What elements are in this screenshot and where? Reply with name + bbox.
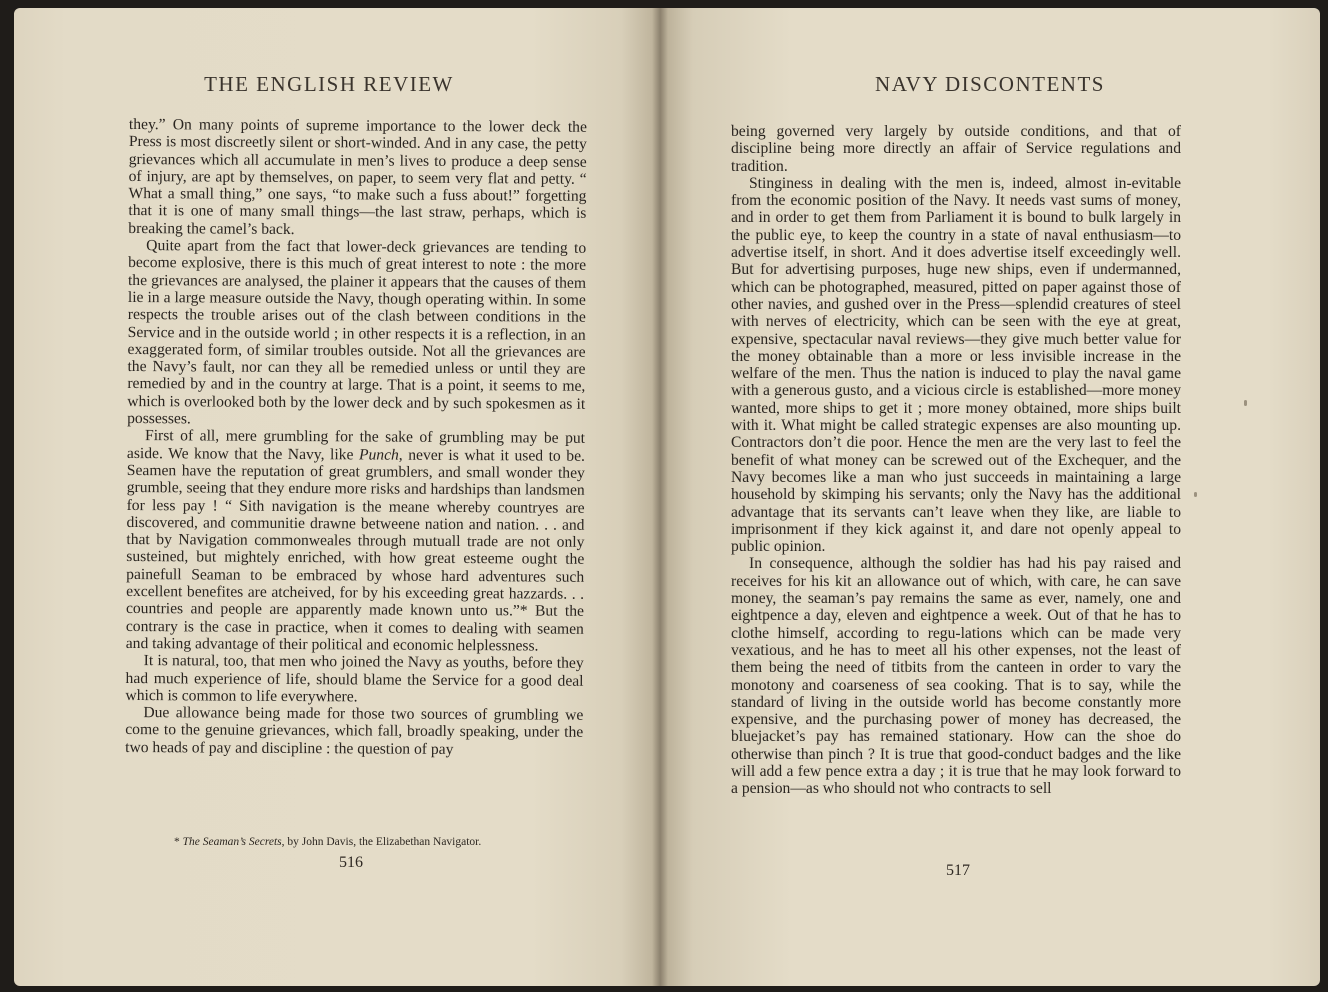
left-page xyxy=(14,8,660,986)
footnote xyxy=(174,836,594,848)
book-gutter xyxy=(652,8,668,986)
page-number-right: 517 xyxy=(946,862,970,879)
right-page xyxy=(660,8,1320,986)
paragraph xyxy=(126,427,585,655)
paper-speck xyxy=(1194,492,1197,497)
italic-title: Punch xyxy=(358,446,399,464)
paragraph: In consequence, although the soldier has had his pay raised and receives for his kit an allowance out of which, with care, he can save money, the seaman’s pay remains the same as ever, namely, one and eightpence a day, eleven and eightpence a week. Out of that he has to clothe himself, according to regu-lations which can be made very vexatious, and he has to meet all his other expenses, not the least of them being the need of titbits from the canteen in order to vary the monotony and coarseness of sea cooking. That is to say, while the standard of living in the outside world has become constantly more expensive, and the purchasing power of money has decreased, the bluejacket’s pay has remained stationary. How can the shoe do otherwise than pinch ? It is true that good-conduct badges and the like will add a few pence extra a day ; it is true that he may look forward to a pension—as who should not who contracts to sell xyxy=(731,555,1181,798)
page-number-left: 516 xyxy=(339,854,363,871)
paragraph: being governed very largely by outside conditions, and that of discipline being more directly an affair of Service regulations and tradition. xyxy=(731,123,1181,175)
right-page-body xyxy=(731,123,1181,798)
footnote-text: , by John Davis, the Elizabethan Navigator. xyxy=(281,836,482,848)
paragraph: It is natural, too, that men who joined the Navy as youths, before they had much experience of life, should blame the Service for a good deal which is common to life everywhere. xyxy=(125,652,584,706)
paragraph: Quite apart from the fact that lower-deck grievances are tending to become explosive, there is this much of great interest to note : the more the grievances are analysed, the plainer it appears that the causes of them lie in a large measure outside the Navy, though operating within. In some respects the trouble arises out of the clash between conditions in the Service and in the outside world ; in other respects it is a reflection, in an exaggerated form, of similar troubles outside. Not all the grievances are the Navy’s fault, nor can they all be remedied unless or until they are remedied by and in the country at large. That is a point, it seems to me, which is overlooked both by the lower deck and by such spokesmen as it possesses. xyxy=(127,237,587,428)
footnote-title: The Seaman’s Secrets xyxy=(182,836,282,848)
paragraph: Due allowance being made for those two sources of grumbling we come to the genuine grievances, which fall, broadly speaking, under the two heads of pay and discipline : the question of pay xyxy=(125,704,584,758)
paragraph-text: , never is what it used to be. Seamen have the reputation of great grumblers, and small wonder they grumble, seeing that they endure more risks and hardships than landsmen for less pay ! “ Sith navigation is the meane whereby countryes are discovered, and communitie drawne betweene nation and nation. . . and that by Navigation commonweales through mutuall trade are not only susteined, but mightely enriched, with how great esteeme ought the painefull Seaman to be embraced by whose hard adventures such excellent benefites are atcheived, for by his exceeding great hazzards. . . countries and people are apparently made known unto us.”* But the contrary is the case in practice, when it comes to dealing with seamen and taking advantage of their political and economic helplessness. xyxy=(125,446,585,655)
paragraph: Stinginess in dealing with the men is, indeed, almost in-evitable from the economic position of the Navy. It needs vast sums of money, and in order to get them from Parliament it is bound to bulk largely in the public eye, to keep the country in a state of naval enthusiasm—to advertise itself, in short. And it does advertise itself exceedingly well. But for advertising purposes, huge new ships, even if undermanned, which can be photographed, measured, pitted on paper against those of other navies, and gushed over in the Press—splendid creatures of steel with nerves of electricity, which can be seen with the eye at great, expensive, spectacular naval reviews—they give much better value for the money obtainable than a more or less invisible increase in the welfare of the men. Thus the nation is induced to play the naval game with a generous gusto, and a vicious circle is established—more money wanted, more ships to get it ; more money obtained, more ships built with it. What might be called strategic expenses are also mounting up. Contractors don’t die poor. Hence the men are the very last to feel the benefit of what money can be screwed out of the Exchequer, and the Navy becomes like a man who just succeeds in maintaining a large household by skimping his servants; only the Navy has the additional advantage that its servants can’t leave when they like, are liable to imprisonment if they kick against it, and dare not openly appeal to public opinion. xyxy=(731,174,1181,556)
left-page-body xyxy=(125,116,587,759)
running-head-left: THE ENGLISH REVIEW xyxy=(204,72,454,96)
paper-speck xyxy=(1244,400,1247,406)
footnote-marker: * xyxy=(174,836,183,848)
paragraph-text: First of all, mere grumbling for the sake of grumbling may be put aside. We know that the Navy, like xyxy=(126,427,586,464)
running-head-right: NAVY DISCONTENTS xyxy=(875,72,1105,96)
paragraph: they.” On many points of supreme importance to the lower deck the Press is most discreetly silent or short-winded. And in any case, the petty grievances which all accumulate in men’s lives to produce a deep sense of injury, are apt by themselves, on paper, to seem very flat and petty. “ What a small thing,” one says, “to make such a fuss about!” forgetting that it is one of many small things—the last straw, perhaps, which is breaking the camel’s back. xyxy=(128,116,587,238)
